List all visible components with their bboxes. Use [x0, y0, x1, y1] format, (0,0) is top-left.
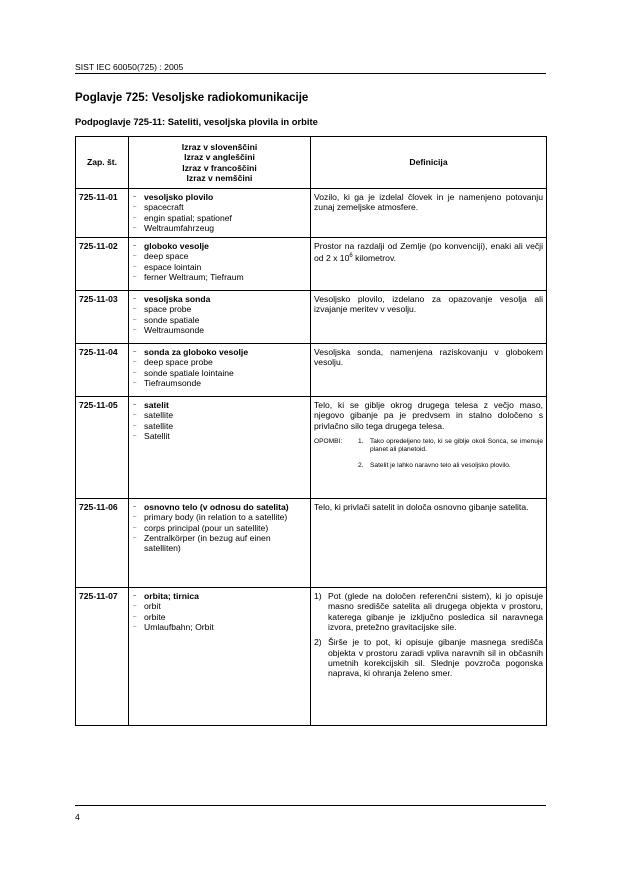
- entry-terms: [129, 291, 311, 344]
- term-fr: – sonde spatiale: [132, 315, 307, 325]
- term-sl: – orbita; tirnica: [132, 591, 307, 601]
- entry-definition: [311, 588, 547, 726]
- table-row: [76, 499, 547, 588]
- entry-number: 725-11-06: [76, 499, 129, 588]
- entry-terms: [129, 588, 311, 726]
- table-row: [76, 588, 547, 726]
- table-row: [76, 344, 547, 397]
- header-term-en: Izraz v angleščini: [184, 152, 255, 163]
- entry-number: 725-11-04: [76, 344, 129, 397]
- term-fr: – espace lointain: [132, 262, 307, 272]
- term-fr: – orbite: [132, 612, 307, 622]
- term-de: – Tiefraumsonde: [132, 378, 307, 388]
- entry-number: 725-11-03: [76, 291, 129, 344]
- table-row: [76, 291, 547, 344]
- term-sl: – sonda za globoko vesolje: [132, 347, 307, 357]
- term-sl: – globoko vesolje: [132, 241, 307, 251]
- definition-exponent: 6: [349, 253, 353, 260]
- header-term-de: Izraz v nemščini: [186, 172, 253, 183]
- term-de: – ferner Weltraum; Tiefraum: [132, 272, 307, 282]
- entry-terms: [129, 344, 311, 397]
- note-text: Tako opredeljeno telo, ki se giblje okoli Sonca, se imenuje planet ali planetoid.: [370, 438, 543, 454]
- definition-item: 2) Širše je to pot, ki opisuje gibanje masnega središča objekta v prostoru zaradi vpliva naravnih sil in občasnih umetnih korekcijskih sil. Slednje povzroča pogonska naprava, ki ohranja želeno smer.: [314, 637, 543, 679]
- header-terms: [129, 137, 311, 189]
- footer-rule: [75, 805, 546, 806]
- term-sl: – vesoljska sonda: [132, 294, 307, 304]
- table-header-row: [76, 137, 547, 189]
- header-rule: [75, 73, 546, 74]
- term-en: – deep space: [132, 251, 307, 261]
- note-text: Satelit je lahko naravno telo ali vesoljsko plovilo.: [370, 461, 511, 469]
- subchapter-title: Podpoglavje 725-11: Sateliti, vesoljska plovila in orbite: [75, 116, 318, 127]
- document-header: SIST IEC 60050(725) : 2005: [75, 62, 184, 72]
- definition-text: Pot (glede na določen referenčni sistem), ki jo opisuje masno središče satelita ali drugega objekta v prostoru, katerega gibanje je izključno posledica sil naravnega izvora, pretežno gravitacijske sile.: [328, 591, 543, 633]
- table-row: [76, 397, 547, 499]
- terms-table: [75, 136, 547, 726]
- entry-definition: Vesoljsko plovilo, izdelano za opazovanje vesolja ali izvajanje meritev v vesolju.: [311, 291, 547, 344]
- term-fr: – sonde spatiale lointaine: [132, 368, 307, 378]
- header-definition: Definicija: [311, 137, 547, 189]
- entry-definition: Telo, ki privlači satelit in določa osnovno gibanje satelita.: [311, 499, 547, 588]
- entry-terms: [129, 238, 311, 291]
- term-de: – Zentralkörper (in bezug auf einen satelliten): [132, 533, 307, 554]
- term-sl: – vesoljsko plovilo: [132, 192, 307, 202]
- table-row: [76, 238, 547, 291]
- term-en: – satellite: [132, 410, 307, 420]
- term-sl: – satelit: [132, 400, 307, 410]
- term-en: – spacecraft: [132, 202, 307, 212]
- term-fr: – corps principal (pour un satellite): [132, 523, 307, 533]
- chapter-title: Poglavje 725: Vesoljske radiokomunikacije: [75, 92, 309, 104]
- term-en: – primary body (in relation to a satellite): [132, 512, 307, 522]
- term-fr: – engin spatial; spationef: [132, 213, 307, 223]
- notes-block: [314, 438, 543, 477]
- entry-definition: [311, 238, 547, 291]
- term-en: – space probe: [132, 304, 307, 314]
- entry-number: 725-11-05: [76, 397, 129, 499]
- page-number: 4: [75, 812, 80, 822]
- header-term-fr: Izraz v francoščini: [182, 162, 257, 173]
- definition-item: 1) Pot (glede na določen referenčni sistem), ki jo opisuje masno središče satelita ali drugega objekta v prostoru, katerega gibanje je izključno posledica sil naravnega izvora, pretežno gravitacijske sile.: [314, 591, 543, 633]
- entry-definition: Vesoljska sonda, namenjena raziskovanju v globokem vesolju.: [311, 344, 547, 397]
- term-sl: – osnovno telo (v odnosu do satelita): [132, 502, 307, 512]
- notes-label: OPOMBI:: [314, 438, 343, 446]
- entry-number: 725-11-02: [76, 238, 129, 291]
- table-row: [76, 189, 547, 238]
- term-de: – Weltraumsonde: [132, 325, 307, 335]
- note-item: 1. Tako opredeljeno telo, ki se giblje okoli Sonca, se imenuje planet ali planetoid.: [358, 438, 543, 454]
- definition-text-end: kilometrov.: [352, 253, 396, 264]
- definition-text: Telo, ki se giblje okrog drugega telesa z večjo maso, njegovo gibanje pa je predvsem in stalno določeno s privlačno silo tega drugega telesa.: [314, 400, 543, 431]
- entry-definition: Vozilo, ki ga je izdelal človek in je namenjeno potovanju zunaj zemeljske atmosfere.: [311, 189, 547, 238]
- term-en: – orbit: [132, 601, 307, 611]
- note-item: 2. Satelit je lahko naravno telo ali vesoljsko plovilo.: [358, 461, 511, 469]
- term-de: – Satellit: [132, 431, 307, 441]
- term-de: – Umlaufbahn; Orbit: [132, 622, 307, 632]
- header-number: Zap. št.: [76, 137, 129, 189]
- entry-definition: [311, 397, 547, 499]
- entry-terms: [129, 189, 311, 238]
- definition-text: Širše je to pot, ki opisuje gibanje masnega središča objekta v prostoru zaradi vpliva naravnih sil in občasnih umetnih korekcijskih sil. Slednje povzroča pogonska naprava, ki ohranja želeno smer.: [328, 637, 543, 679]
- header-term-sl: Izraz v slovenščini: [181, 142, 258, 152]
- term-en: – deep space probe: [132, 357, 307, 367]
- entry-terms: [129, 499, 311, 588]
- entry-number: 725-11-07: [76, 588, 129, 726]
- entry-terms: [129, 397, 311, 499]
- definition-text: Prostor na razdalji od Zemlje (po konvenciji), enaki ali večji od 2 x 10: [314, 241, 543, 264]
- term-fr: – satellite: [132, 421, 307, 431]
- term-de: – Weltraumfahrzeug: [132, 223, 307, 233]
- entry-number: 725-11-01: [76, 189, 129, 238]
